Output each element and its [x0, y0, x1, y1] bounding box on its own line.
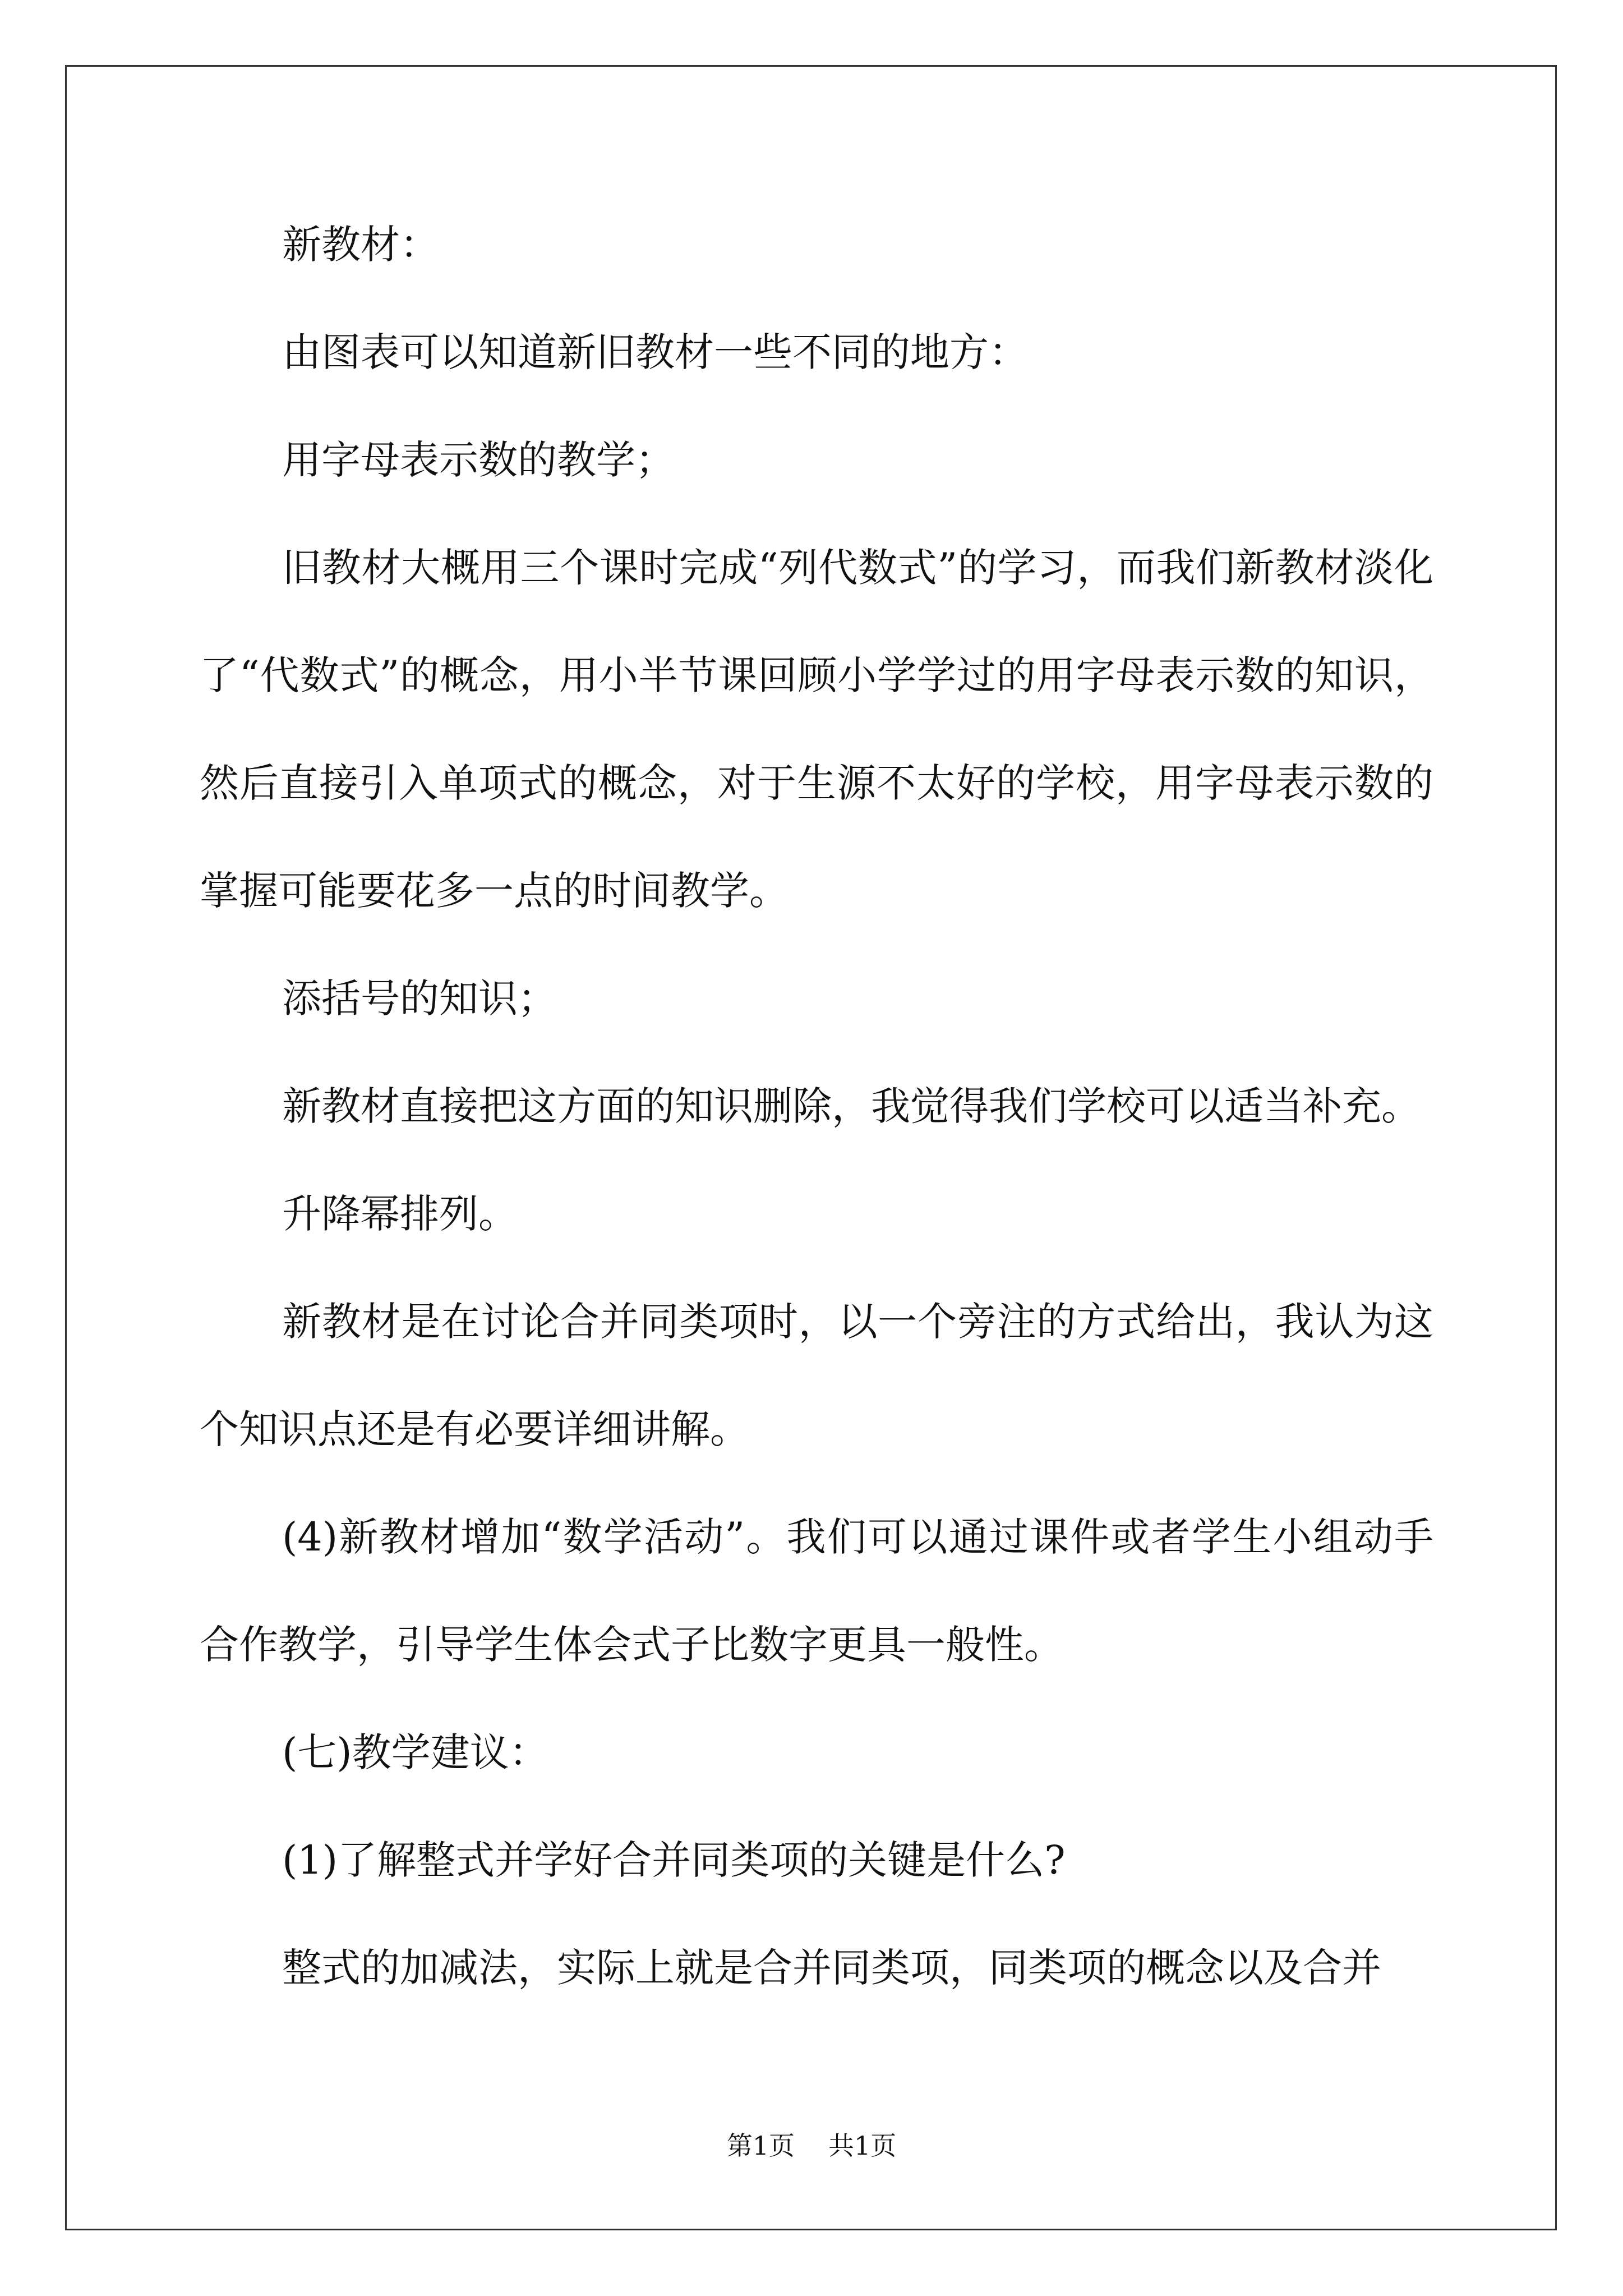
paragraph: 升降幂排列。 — [282, 1191, 518, 1237]
paragraph: (七)教学建议： — [282, 1729, 548, 1775]
page-number: 第1页 — [726, 2131, 795, 2161]
paragraph: 新教材直接把这方面的知识删除，我觉得我们学校可以适当补充。 — [282, 1083, 1421, 1129]
paragraph: (1)了解整式并学好合并同类项的关键是什么? — [282, 1837, 1066, 1883]
document-body — [200, 191, 1433, 2022]
paragraph: 新教材： — [282, 222, 439, 268]
page-footer — [0, 2129, 1623, 2162]
paragraph: (4)新教材增加“数学活动”。我们可以通过课件或者学生小组动手合作教学，引导学生体会式子比数字更具一般性。 — [200, 1514, 1433, 1668]
paragraph: 添括号的知识； — [282, 976, 557, 1022]
paragraph: 旧教材大概用三个课时完成“列代数式”的学习，而我们新教材淡化了“代数式”的概念，用小半节课回顾小学学过的用字母表示数的知识，然后直接引入单项式的概念，对于生源不太好的学校，用字母表示数的掌握可能要花多一点的时间教学。 — [200, 545, 1433, 914]
paragraph: 用字母表示数的教学； — [282, 437, 675, 483]
page-total: 共1页 — [828, 2131, 897, 2161]
paragraph: 整式的加减法，实际上就是合并同类项，同类项的概念以及合并 — [282, 1945, 1381, 1991]
paragraph: 新教材是在讨论合并同类项时，以一个旁注的方式给出，我认为这个知识点还是有必要详细讲解。 — [200, 1299, 1433, 1452]
paragraph: 由图表可以知道新旧教材一些不同的地方： — [282, 329, 1028, 375]
